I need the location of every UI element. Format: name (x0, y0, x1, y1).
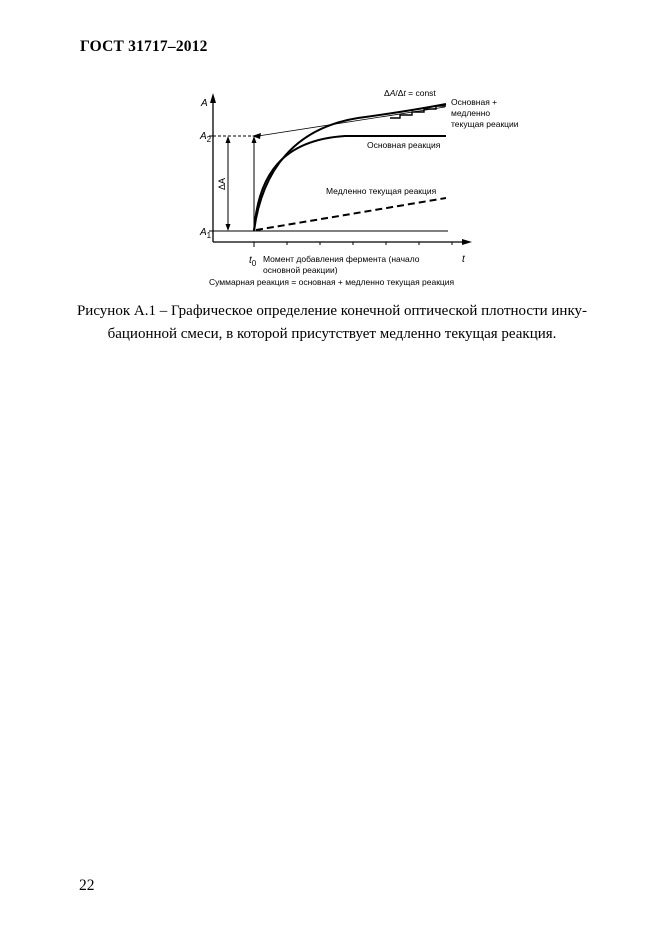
figure-caption (62, 300, 602, 346)
slow-reaction-label: Медленно текущая реакция (326, 186, 437, 196)
y-axis-arrow (210, 93, 216, 103)
reaction-figure (0, 0, 661, 300)
combined-reaction-curve (254, 104, 446, 231)
slow-reaction-line (256, 198, 446, 230)
sum-reaction-label: Суммарная реакция = основная + медленно текущая реакция (209, 277, 455, 287)
t0-label: $t_0$ (249, 255, 257, 268)
caption-line-1: Рисунок А.1 – Графическое определение конечной оптической плотности инку- (76, 303, 588, 319)
a2-label: $A_2$ (200, 131, 212, 144)
page-number: 22 (79, 877, 95, 894)
main-reaction-curve (254, 136, 446, 231)
y-axis-label: A (201, 98, 208, 109)
combined-reaction-label: Основная + медленно текущая реакции (451, 97, 519, 129)
delta-a-label: ΔA (217, 177, 227, 190)
caption-line-2: бационной смеси, в которой присутствует медленно текущая реакция. (107, 326, 557, 342)
slope-label: ΔA/Δt = const (384, 88, 436, 98)
enzyme-addition-label: Момент добавления фермента (начало основной реакции) (263, 254, 420, 275)
document-header: ГОСТ 31717–2012 (80, 38, 208, 55)
main-reaction-label: Основная реакция (367, 140, 441, 150)
x-axis-ticks (254, 242, 452, 247)
x-axis-arrow (462, 239, 472, 245)
x-axis-label: t (462, 254, 465, 265)
a1-label: $A_1$ (200, 227, 212, 240)
